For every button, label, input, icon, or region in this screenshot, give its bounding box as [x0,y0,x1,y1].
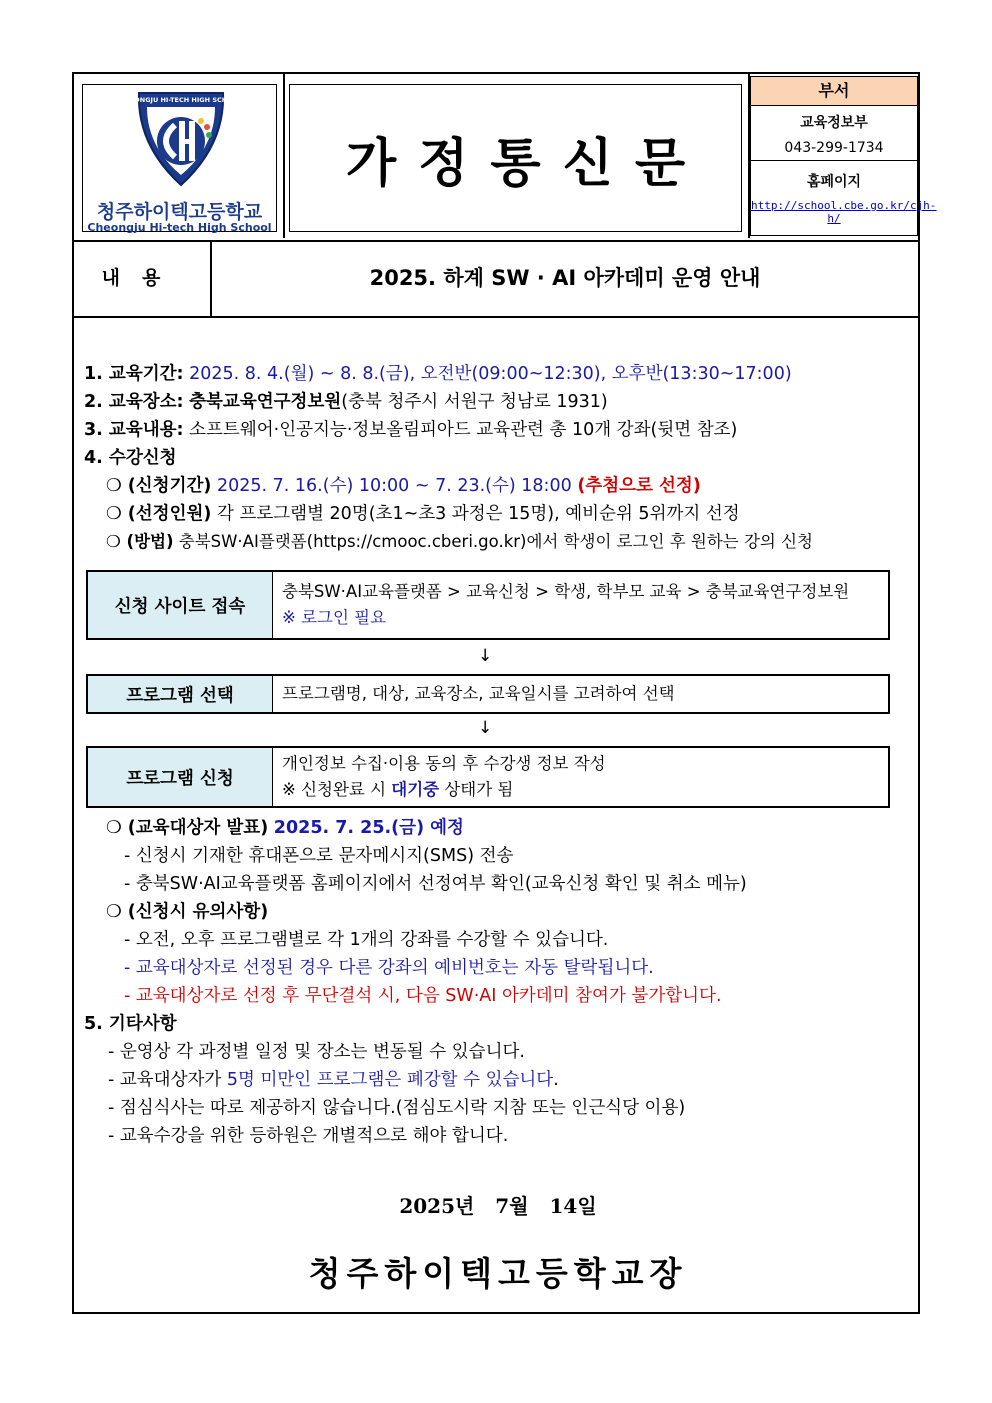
announce-line [84,814,914,842]
select-line [84,500,914,528]
apply-period-line [84,472,914,500]
method-value: 충북SW·AI플랫폼(https://cmooc.cberi.go.kr)에서 학생이 로그인 후 원하는 강의 신청 [178,532,813,551]
etc-item [84,1066,914,1094]
flow-step-apply [86,746,890,808]
notice-body [84,360,914,556]
place-line [84,388,914,416]
content-value: 소프트웨어·인공지능·정보올림피아드 교육관련 총 10개 강좌(뒷면 참조) [189,420,738,440]
flow-step-access-line2: ※ 로그인 필요 [282,608,387,627]
apply-period-label: ❍ (신청기간) [106,476,212,496]
caution-item: - 교육대상자로 선정 후 무단결석 시, 다음 SW·AI 아카데미 참여가 불가합니다. [124,986,722,1006]
flow-step-apply-line2-pre: ※ 신청완료 시 [282,780,392,799]
title-box [289,84,742,232]
subject-label: 내용 [74,240,212,316]
flow-step-access-desc [282,572,884,638]
place-value: 충북교육연구정보원 [189,392,342,412]
dept-cell [748,74,937,238]
school-logo-box [82,84,277,232]
flow-step-select-desc [282,676,884,712]
school-emblem-icon [83,85,276,197]
subject-text: 2025. 하계 SW · AI 아카데미 운영 안내 [369,266,761,290]
announce-label: ❍ (교육대상자 발표) [106,818,269,838]
period-label: 1. 교육기간: [84,364,184,384]
caution-item: - 오전, 오후 프로그램별로 각 1개의 강좌를 수강할 수 있습니다. [124,930,609,950]
caution-heading: ❍ (신청시 유의사항) [106,902,269,922]
caution-item: - 교육대상자로 선정된 경우 다른 강좌의 예비번호는 자동 탈락됩니다. [124,958,654,978]
notice-sheet [72,72,937,1314]
content-line [84,416,914,444]
etc-item-highlight: 5명 미만인 프로그램은 폐강할 수 있습니다 [226,1070,554,1090]
announce-item: - 신청시 기재한 휴대폰으로 문자메시지(SMS) 전송 [124,846,514,866]
flow-step-access-line1: 충북SW·AI교육플랫폼 > 교육신청 > 학생, 학부모 교육 > 충북교육연구정보원 [282,582,850,601]
subject-row [74,240,918,318]
flow-step-apply-label: 프로그램 신청 [88,748,273,806]
announce-value: 2025. 7. 25.(금) 예정 [273,818,464,838]
notice-date: 2025년 7월 14일 [399,1194,597,1218]
homepage-label: 홈페이지 [751,160,917,191]
flow-step-select-label: 프로그램 선택 [88,676,273,712]
flow-step-apply-desc [282,748,884,806]
period-line [84,360,914,388]
period-value: 2025. 8. 4.(월) ~ 8. 8.(금), 오전반(09:00~12:30), 오후반(13:30~17:00) [189,364,792,384]
principal-signature: 청주하이텍고등학교장 [308,1254,688,1293]
place-address: (충북 청주시 서원구 청남로 1931) [341,392,608,412]
down-arrow-icon: ↓ [478,646,493,666]
dept-phone: 043-299-1734 [784,140,884,156]
dept-name: 교육정보부 [800,115,868,131]
apply-period-note: (추첨으로 선정) [577,476,701,496]
dept-label: 부서 [751,77,917,106]
method-line [84,528,914,556]
dept-box [750,76,937,236]
etc-item: - 점심식사는 따로 제공하지 않습니다.(점심도시락 지참 또는 인근식당 이용) [108,1098,686,1118]
etc-item: - 운영상 각 과정별 일정 및 장소는 변동될 수 있습니다. [108,1042,525,1062]
content-label: 3. 교육내용: [84,420,184,440]
flow-step-access [86,570,890,640]
logo-cell [74,74,285,238]
flow-step-apply-line2 [282,777,884,803]
etc-item: - 교육수강을 위한 등하원은 개별적으로 해야 합니다. [108,1126,509,1146]
flow-step-select [86,674,890,714]
method-label: ❍ (방법) [106,532,174,551]
logo-lettering: CHEONGJU HI-TECH HIGH SCHOOL [119,96,243,104]
select-value: 각 프로그램별 20명(초1~초3 과정은 15명), 예비순위 5위까지 선정 [216,504,740,524]
notice-body-lower [84,814,914,1150]
waiting-status: 대기중 [391,780,440,799]
flow-step-apply-line2-post: 상태가 됨 [439,780,514,799]
apply-period-value: 2025. 7. 16.(수) 10:00 ~ 7. 23.(수) 18:00 [216,476,572,496]
apply-heading: 4. 수강신청 [84,448,177,468]
place-label: 2. 교육장소: [84,392,184,412]
etc-item-pre: - 교육대상자가 [108,1070,227,1090]
etc-item-post: . [553,1070,559,1090]
notice-header [74,74,937,242]
homepage-link[interactable]: http://school.cbe.go.kr/cjh-h/ [751,199,937,225]
announce-item: - 충북SW·AI교육플랫폼 홈페이지에서 선정여부 확인(교육신청 확인 및 취소 메뉴) [124,874,747,894]
school-name-en: Cheongju Hi-tech High School [87,221,272,234]
notice-title: 가정통신문 [345,132,708,194]
etc-heading: 5. 기타사항 [84,1014,177,1034]
flow-step-apply-line1: 개인정보 수집·이용 동의 후 수강생 정보 작성 [282,754,606,773]
school-name: 청주하이텍고등학교 [96,201,263,223]
select-label: ❍ (선정인원) [106,504,212,524]
title-cell [283,74,750,238]
flow-step-access-label: 신청 사이트 접속 [88,572,273,638]
flow-step-select-line1: 프로그램명, 대상, 교육장소, 교육일시를 고려하여 선택 [282,684,675,703]
down-arrow-icon: ↓ [478,718,493,738]
